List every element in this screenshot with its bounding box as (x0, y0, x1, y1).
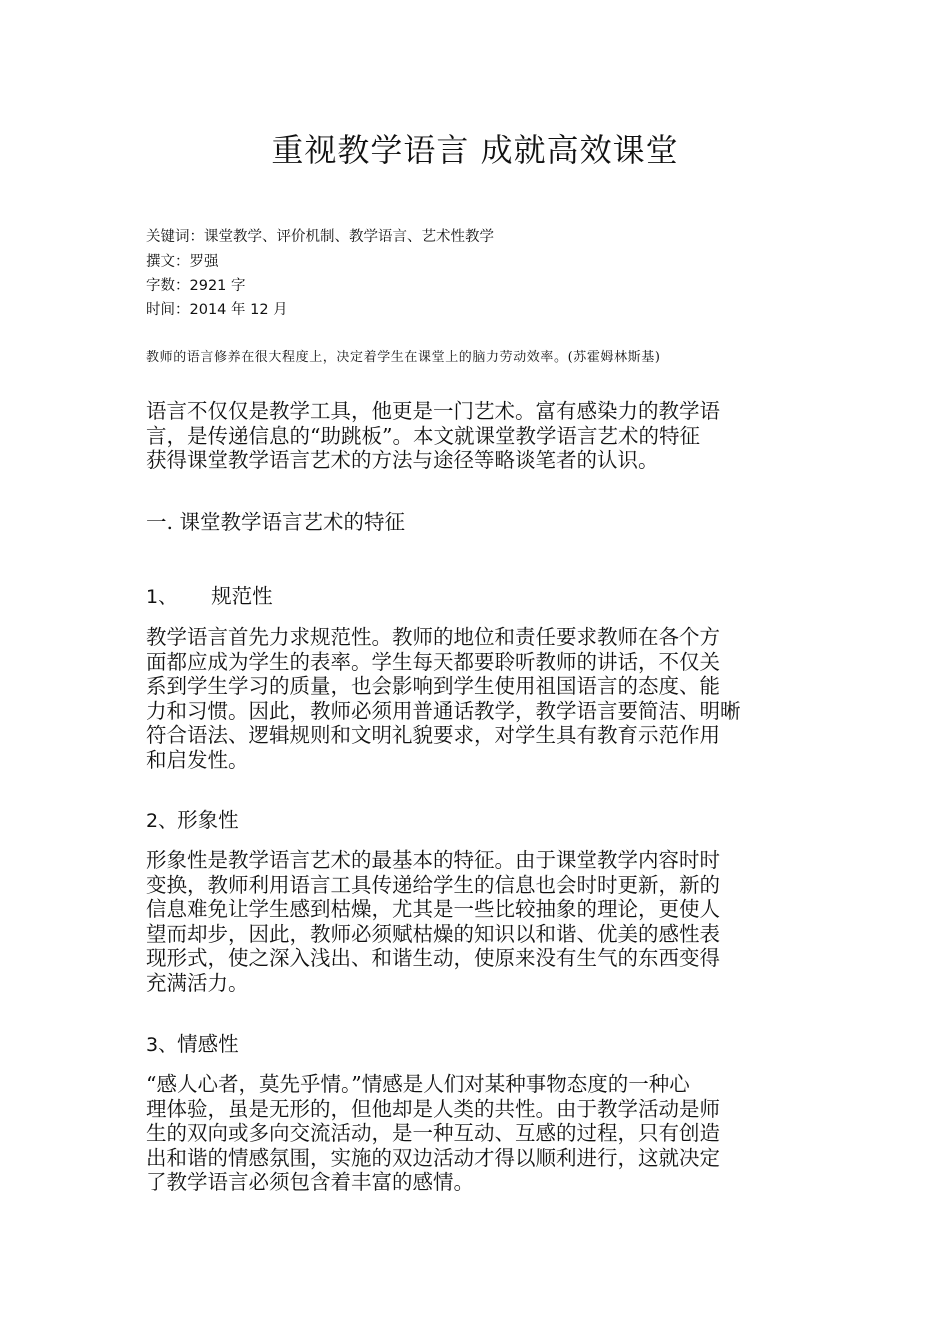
section-heading: 一. 课堂教学语言艺术的特征 (146, 510, 406, 534)
paragraph-line: 系到学生学习的质量，也会影响到学生使用祖国语言的态度、能 (146, 674, 720, 699)
paragraph-line: 理体验，虽是无形的，但他却是人类的共性。由于教学活动是师 (146, 1096, 720, 1121)
document-title: 重视教学语言 成就高效课堂 (271, 131, 679, 169)
paragraph-line: 变换，教师利用语言工具传递给学生的信息也会时时更新，新的 (146, 872, 720, 897)
paragraph-line: 面都应成为学生的表率。学生每天都要聆听教师的讲话，不仅关 (146, 649, 720, 674)
paragraph-line: 望而却步，因此，教师必须赋枯燥的知识以和谐、优美的感性表 (146, 921, 720, 946)
date-line: 时间：2014 年 12 月 (146, 302, 288, 318)
paragraph-line: 符合语法、逻辑规则和文明礼貌要求，对学生具有教育示范作用 (146, 723, 720, 748)
item-label: 规范性 (211, 584, 273, 608)
paragraph-line: 生的双向或多向交流活动，是一种互动、互感的过程，只有创造 (146, 1121, 720, 1146)
keywords-line: 关键词：课堂教学、评价机制、教学语言、艺术性教学 (146, 229, 494, 245)
item3-paragraph (146, 1072, 808, 1195)
item-label: 形象性 (177, 808, 239, 832)
intro-paragraph (146, 399, 808, 473)
item-number: 2、 (146, 810, 178, 832)
paragraph-line: 和启发性。 (146, 747, 249, 772)
item-label: 情感性 (177, 1032, 239, 1056)
item1-paragraph (146, 625, 808, 773)
paragraph-line: “感人心者，莫先乎情。”情感是人们对某种事物态度的一种心 (146, 1072, 690, 1096)
word-count-line: 字数：2921 字 (146, 278, 246, 294)
item-number: 3、 (146, 1034, 178, 1056)
paragraph-line: 现形式，使之深入浅出、和谐生动，使原来没有生气的东西变得 (146, 946, 720, 971)
intro-line: 语言不仅仅是教学工具，他更是一门艺术。富有感染力的教学语 (146, 399, 720, 423)
intro-line: 言，是传递信息的“助跳板”。本文就课堂教学语言艺术的特征 (146, 423, 700, 448)
paragraph-line: 了教学语言必须包含着丰富的感情。 (146, 1170, 474, 1195)
intro-line: 获得课堂教学语言艺术的方法与途径等略谈笔者的认识。 (146, 448, 659, 473)
paragraph-line: 教学语言首先力求规范性。教师的地位和责任要求教师在各个方 (146, 625, 720, 649)
item-heading-3 (146, 1031, 239, 1058)
item-heading-2 (146, 807, 239, 834)
item2-paragraph (146, 848, 808, 996)
paragraph-line: 充满活力。 (146, 970, 249, 995)
paragraph-line: 力和习惯。因此，教师必须用普通话教学，教学语言要简洁、明晰 (146, 698, 741, 723)
item-number: 1、 (146, 586, 178, 608)
paragraph-line: 出和谐的情感氛围，实施的双边活动才得以顺利进行，这就决定 (146, 1145, 720, 1170)
paragraph-line: 信息难免让学生感到枯燥，尤其是一些比较抽象的理论，更使人 (146, 897, 720, 922)
epigraph-quote: 教师的语言修养在很大程度上，决定着学生在课堂上的脑力劳动效率。(苏霍姆林斯基) (146, 350, 661, 365)
item-heading-1 (146, 583, 273, 610)
author-line: 撰文：罗强 (146, 254, 219, 270)
paragraph-line: 形象性是教学语言艺术的最基本的特征。由于课堂教学内容时时 (146, 848, 720, 872)
